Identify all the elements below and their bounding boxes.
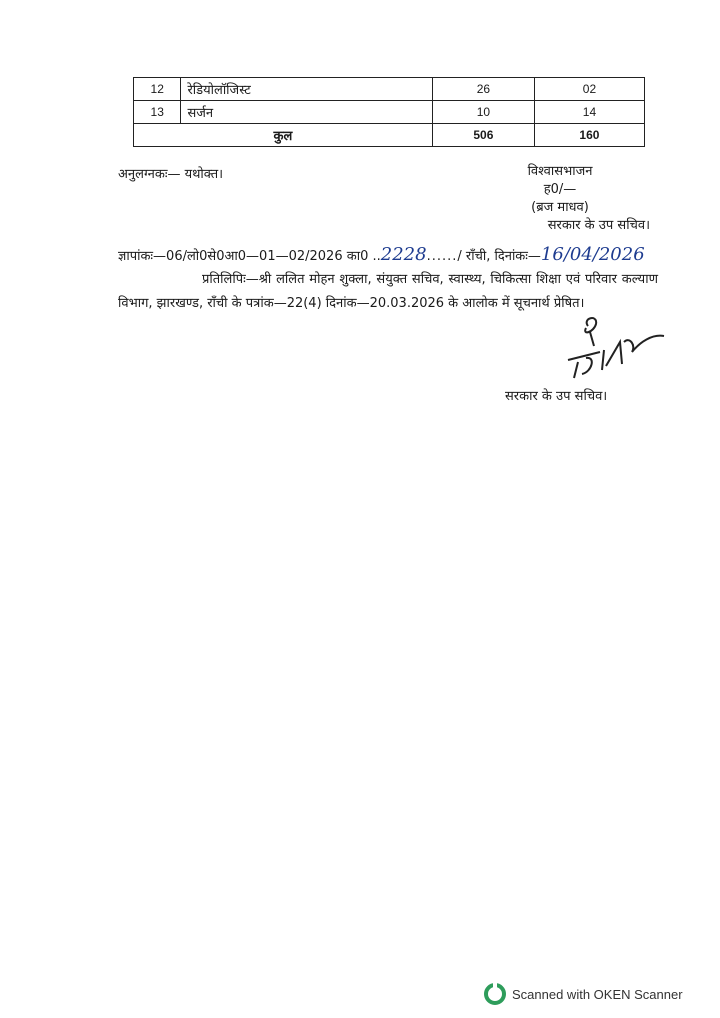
table-row — [134, 101, 645, 124]
memo-line — [118, 244, 645, 265]
scanner-watermark — [484, 983, 683, 1005]
copy-paragraph — [118, 268, 658, 316]
total-label: कुल — [134, 124, 433, 147]
table-row — [134, 78, 645, 101]
scanner-logo-icon — [484, 983, 506, 1005]
memo-dots: ...... — [426, 249, 458, 264]
total-a: 506 — [432, 124, 534, 147]
count-a: 10 — [432, 101, 534, 124]
total-row — [134, 124, 645, 147]
memo-place: / राँची, दिनांकः— — [457, 249, 541, 264]
count-b: 14 — [534, 101, 644, 124]
count-a: 26 — [432, 78, 534, 101]
memo-date: 16/04/2026 — [540, 244, 645, 265]
count-b: 02 — [534, 78, 644, 101]
enclosure-note: अनुलग्नकः— यथोक्त। — [118, 167, 224, 182]
posts-table — [133, 77, 645, 147]
signed-marker: ह0/— — [543, 182, 577, 197]
closing-text: विश्वासभाजन — [527, 164, 593, 179]
signoff-block — [470, 163, 650, 235]
signature-designation: सरकार के उप सचिव। — [505, 389, 608, 404]
serial-number: 12 — [134, 78, 181, 101]
memo-number: 2228 — [380, 244, 427, 265]
signatory-name: (ब्रज माधव) — [531, 200, 589, 215]
signatory-designation: सरकार के उप सचिव। — [547, 218, 650, 233]
scanner-text: Scanned with OKEN Scanner — [512, 986, 683, 1002]
post-name: रेडियोलॉजिस्ट — [181, 78, 432, 101]
memo-prefix: ज्ञापांकः—06/लो0से0आ0—01—02/2026 का0 .. — [118, 249, 381, 264]
post-name: सर्जन — [181, 101, 432, 124]
total-b: 160 — [534, 124, 644, 147]
copy-text: प्रतिलिपिः—श्री ललित मोहन शुक्ला, संयुक्त सचिव, स्वास्थ्य, चिकित्सा शिक्षा एवं परिवार कल्याण विभाग, झारखण्ड, राँची के पत्रांक—22(4) दिनांक—20.03.2026 के आलोक में सूचनार्थ प्रेषित। — [118, 272, 658, 311]
serial-number: 13 — [134, 101, 181, 124]
handwritten-signature — [560, 312, 680, 390]
